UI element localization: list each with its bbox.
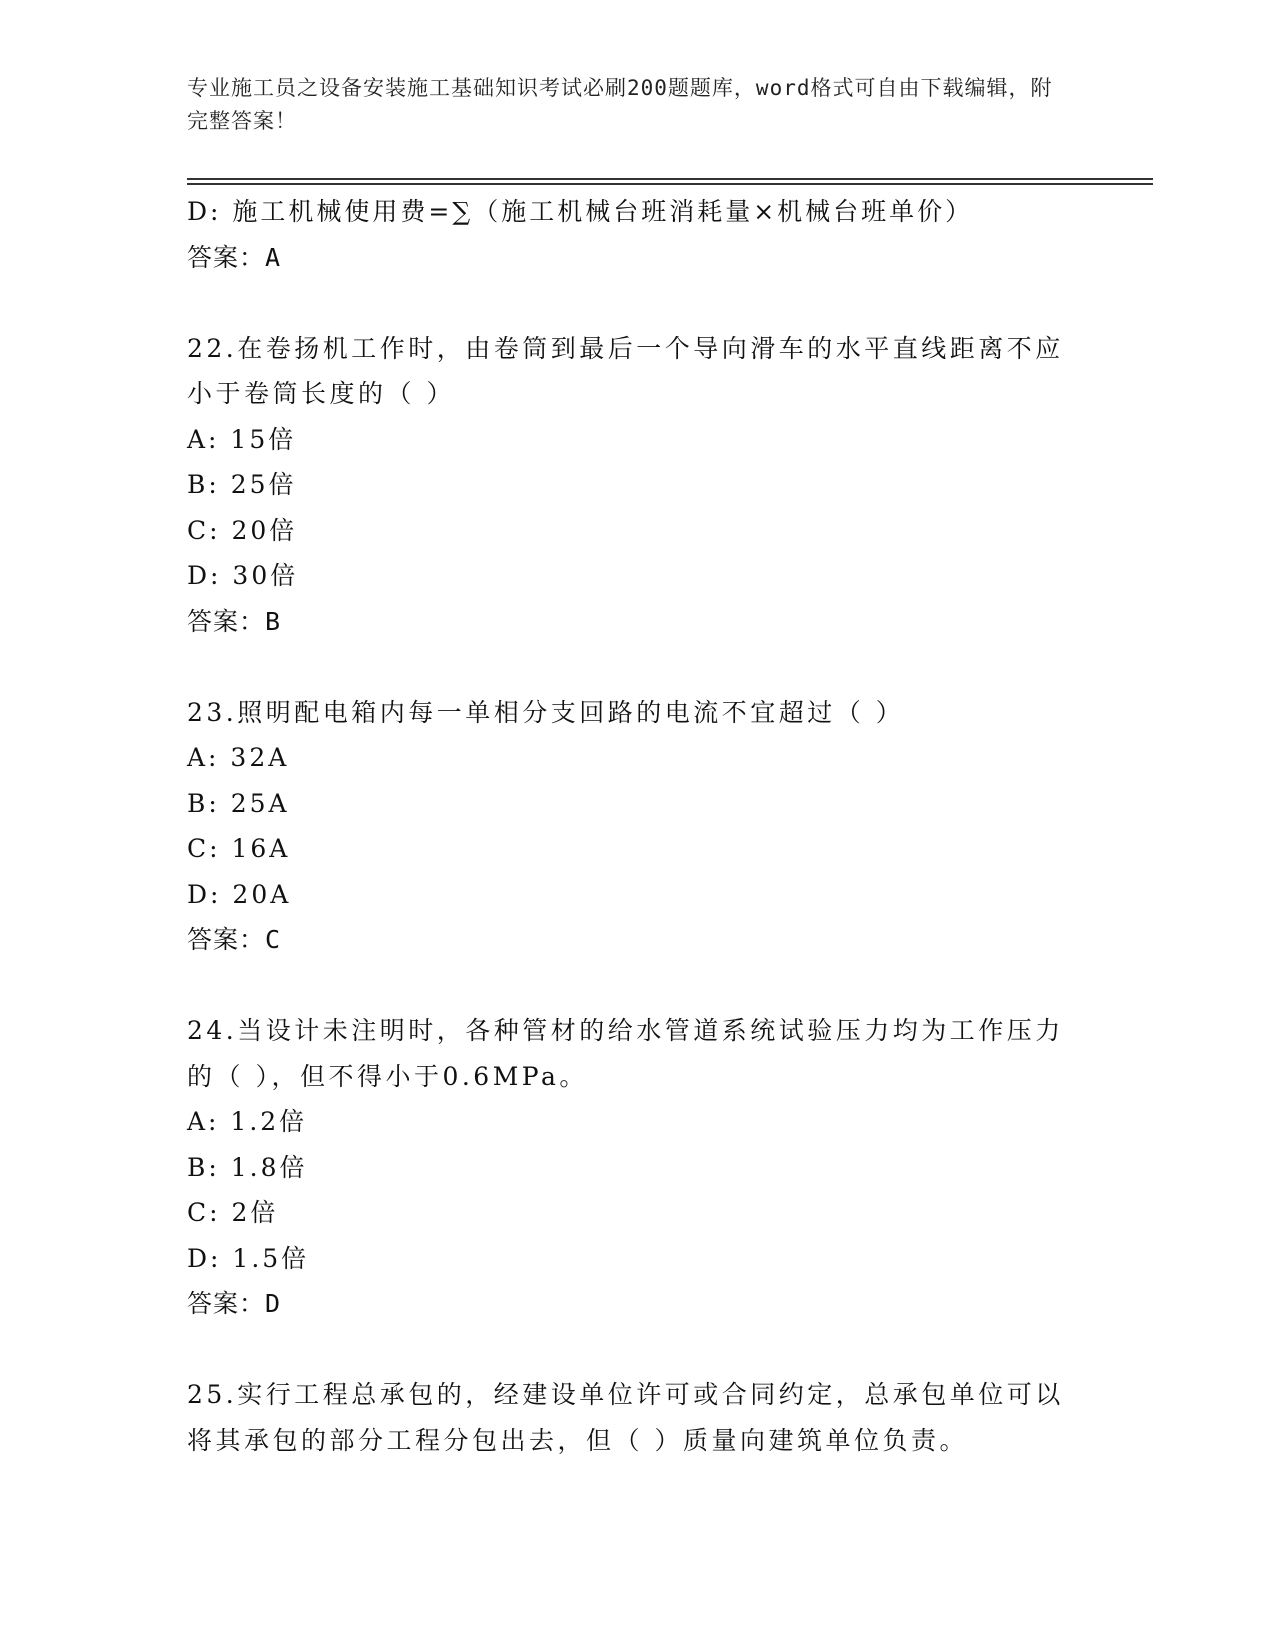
question-list <box>187 189 1087 1463</box>
option-c: C: 16A <box>187 834 291 863</box>
option-c: C: 2倍 <box>187 1198 279 1227</box>
option-c: C: 20倍 <box>187 515 298 545</box>
document-header <box>187 72 1067 138</box>
option-b: B: 25A <box>187 788 290 818</box>
question-text: 24.当设计未注明时，各种管材的给水管道系统试验压力均为工作压力的（ ），但不得小于0.6MPa。 <box>187 1016 1064 1091</box>
question-25 <box>187 1372 1087 1463</box>
spacer <box>187 644 1087 690</box>
header-divider-bottom <box>187 183 1153 185</box>
answer-line: 答案：B <box>187 606 282 636</box>
answer-line: 答案：D <box>187 1289 282 1318</box>
question-23 <box>187 690 1087 963</box>
answer-line: 答案：A <box>187 242 282 272</box>
option-d: D: 1.5倍 <box>187 1243 310 1273</box>
question-22 <box>187 326 1087 645</box>
option-d: D: 施工机械使用费=∑（施工机械台班消耗量×机械台班单价） <box>187 197 974 226</box>
spacer <box>187 280 1087 326</box>
question-text: 25.实行工程总承包的，经建设单位许可或合同约定，总承包单位可以将其承包的部分工程分包出去，但（ ）质量向建筑单位负责。 <box>187 1380 1064 1455</box>
document-title: 专业施工员之设备安装施工基础知识考试必刷200题题库，word格式可自由下载编辑，附完整答案！ <box>187 76 1053 133</box>
question-text: 22.在卷扬机工作时，由卷筒到最后一个导向滑车的水平直线距离不应小于卷筒长度的（ ） <box>187 333 1064 408</box>
option-a: A: 1.2倍 <box>187 1107 308 1136</box>
header-divider-top <box>187 178 1153 180</box>
question-24 <box>187 1008 1087 1327</box>
spacer <box>187 963 1087 1009</box>
option-b: B: 1.8倍 <box>187 1152 308 1182</box>
option-a: A: 15倍 <box>187 424 297 454</box>
spacer <box>187 1327 1087 1373</box>
option-b: B: 25倍 <box>187 470 297 499</box>
previous-question-tail <box>187 189 1087 280</box>
answer-line: 答案：C <box>187 925 282 954</box>
option-d: D: 20A <box>187 879 292 909</box>
option-d: D: 30倍 <box>187 561 299 590</box>
question-text: 23.照明配电箱内每一单相分支回路的电流不宜超过（ ） <box>187 697 905 727</box>
option-a: A: 32A <box>187 743 290 772</box>
